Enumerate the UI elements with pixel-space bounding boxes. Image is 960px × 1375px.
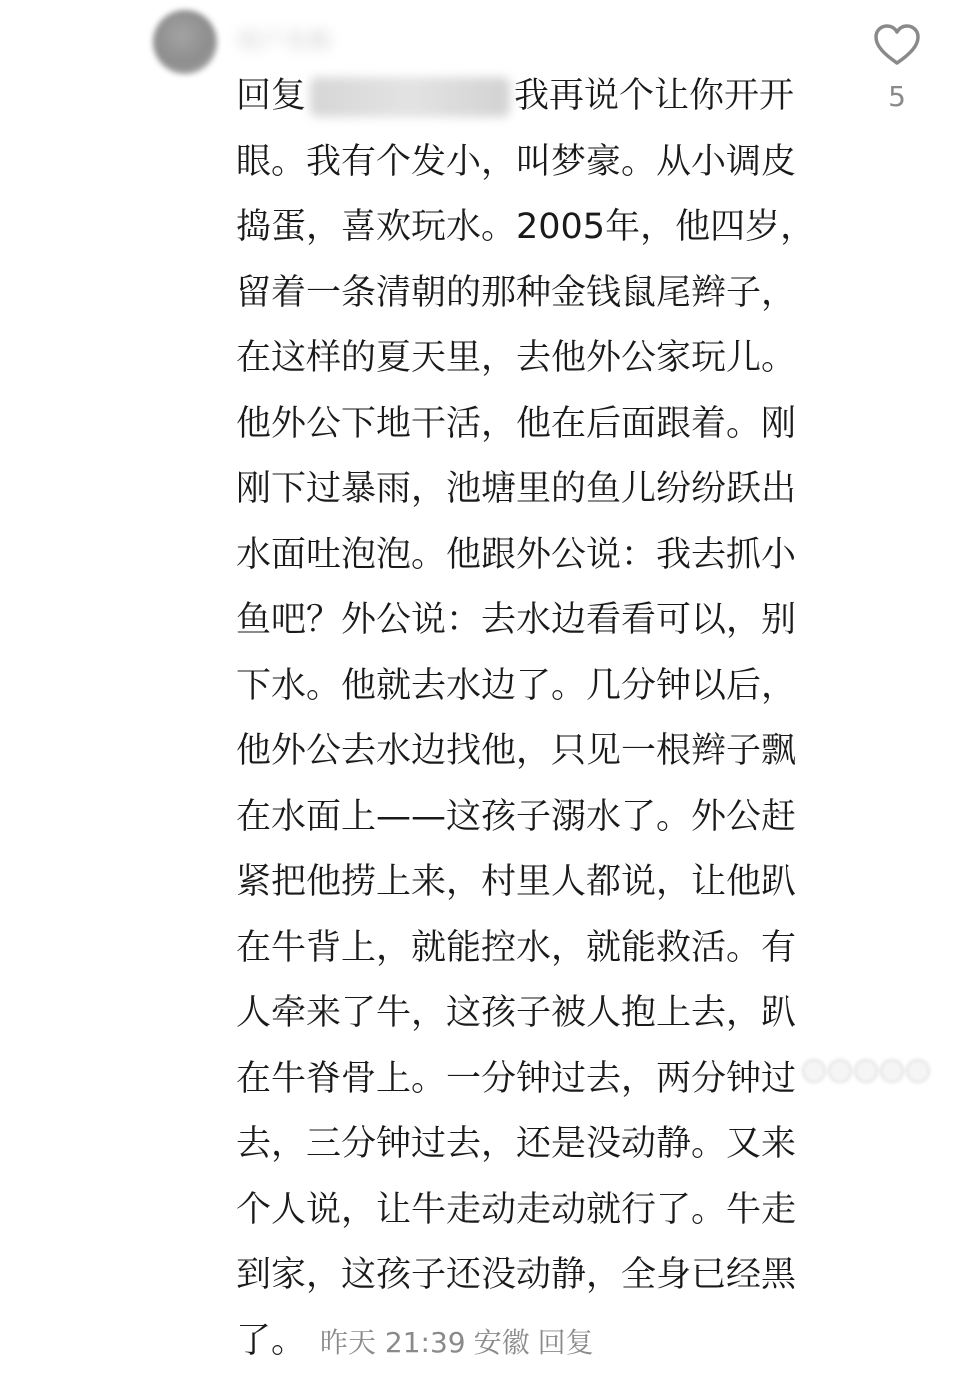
comment-text [236,64,826,1375]
username[interactable]: 用户名称 [236,28,332,54]
watermark [802,1055,952,1085]
mention-redacted[interactable] [310,77,510,117]
like-count: 5 [888,80,906,113]
comment-body: 我再说个让你开开眼。我有个发小，叫梦豪。从小调皮捣蛋，喜欢玩水。2005年，他四岁，留着一条清朝的那种金钱鼠尾辫子，在这样的夏天里，去他外公家玩儿。他外公下地干活，他在后面跟着。刚刚下过暴雨，池塘里的鱼儿纷纷跃出水面吐泡泡。他跟外公说：我去抓小鱼吧？外公说：去水边看看可以，别下水。他就去水边了。几分钟以后，他外公去水边找他，只见一根辫子飘在水面上——这孩子溺水了。外公赶紧把他捞上来，村里人都说，让他趴在牛背上，就能控水，就能救活。有人牵来了牛，这孩子被人抱上去，趴在牛脊骨上。一分钟过去，两分钟过去，三分钟过去，还是没动静。又来个人说，让牛走动走动就行了。牛走到家，这孩子还没动静，全身已经黑了。 [236,76,816,1361]
reply-button[interactable]: 回复 [537,1325,594,1359]
comment-time: 昨天 21:39 [320,1325,466,1359]
comment-location: 安徽 [473,1325,530,1359]
comment-meta [320,1326,602,1359]
avatar[interactable] [153,10,217,74]
like-control[interactable] [866,20,928,115]
reply-prefix: 回复 [236,76,307,116]
heart-outline-icon[interactable] [874,24,920,66]
